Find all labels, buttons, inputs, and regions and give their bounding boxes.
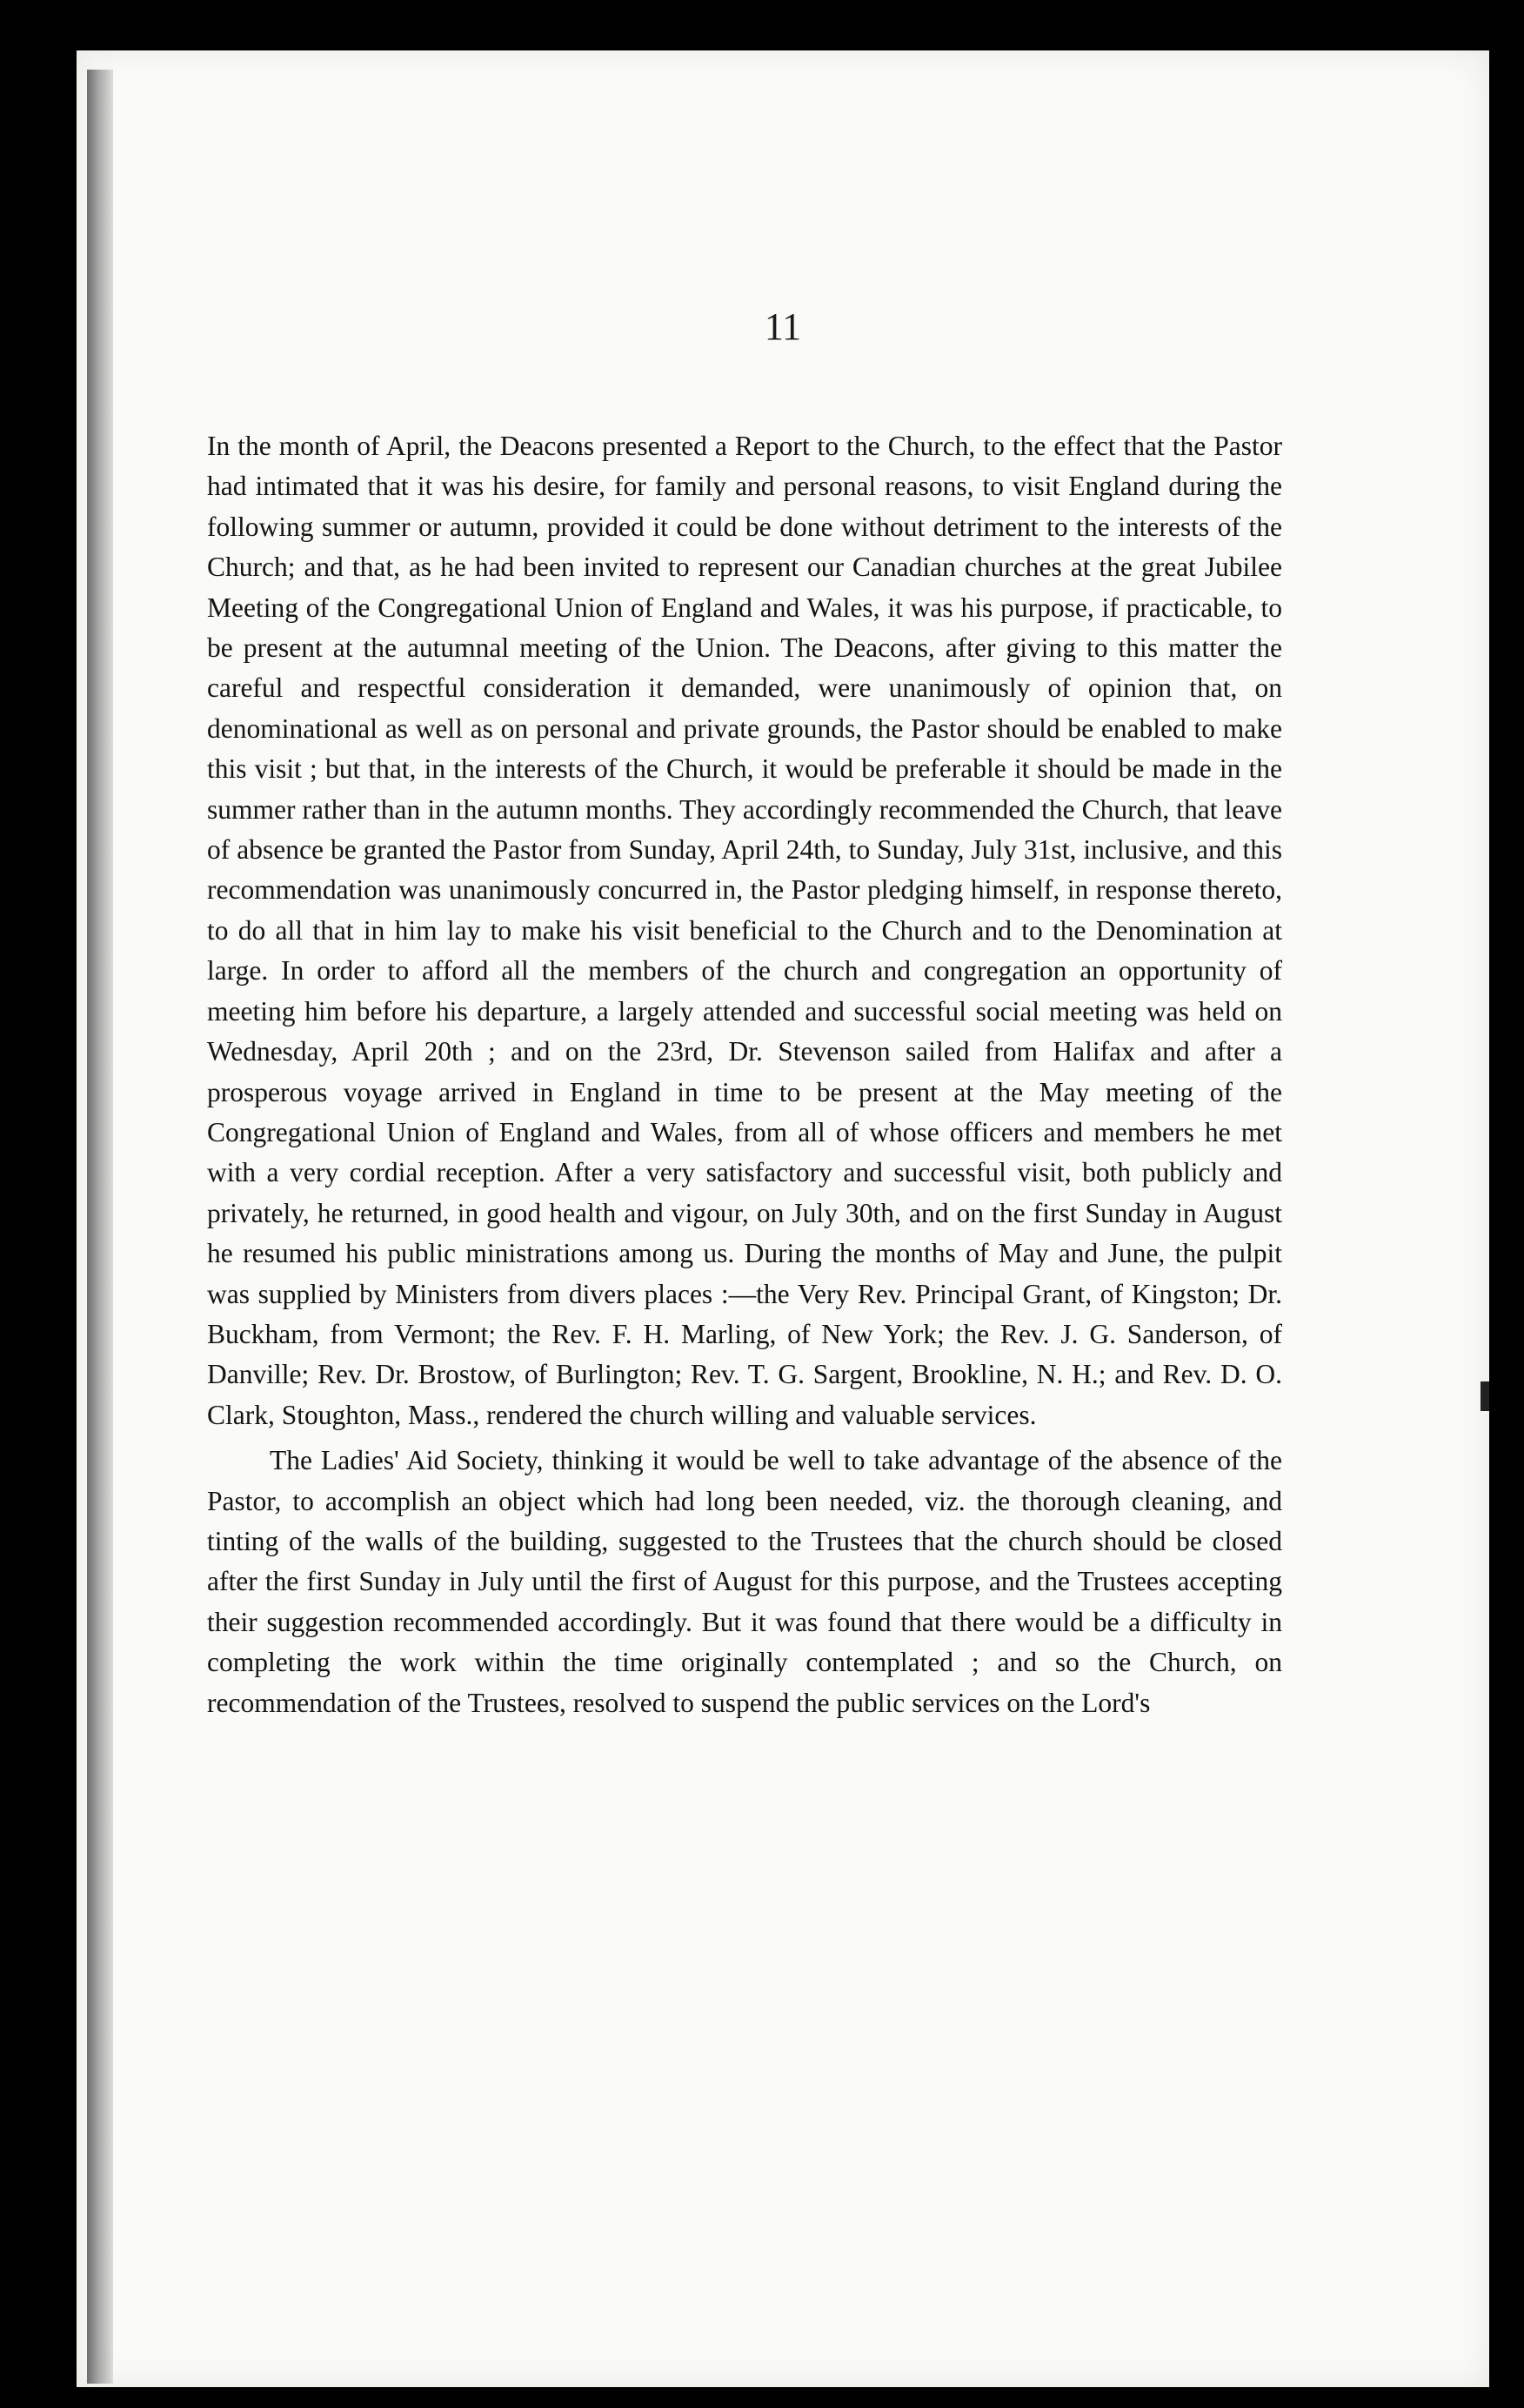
document-page: [77, 50, 1489, 2387]
paragraph-pastor-visit: In the month of April, the Deacons presented a Report to the Church, to the effect that the Pastor had intimated that it was his desire, for family and personal reasons, to visit England during the following summer or autumn, provided it could be done without detriment to the interests of the Church; and that, as he had been invited to represent our Canadian churches at the great Jubilee Meeting of the Congregational Union of England and Wales, it was his purpose, if practicable, to be present at the autumnal meeting of the Union. The Deacons, after giving to this matter the careful and respectful consideration it demanded, were unanimously of opinion that, on denominational as well as on personal and private grounds, the Pastor should be enabled to make this visit ; but that, in the interests of the Church, it would be preferable it should be made in the summer rather than in the autumn months. They accordingly recommended the Church, that leave of absence be granted the Pastor from Sunday, April 24th, to Sunday, July 31st, inclusive, and this recommendation was unanimously concurred in, the Pastor pledging himself, in response thereto, to do all that in him lay to make his visit beneficial to the Church and to the Denomination at large. In order to afford all the members of the church and congregation an opportunity of meeting him before his departure, a largely attended and successful social meeting was held on Wednesday, April 20th ; and on the 23rd, Dr. Stevenson sailed from Halifax and after a prosperous voyage arrived in England in time to be present at the May meeting of the Congregational Union of England and Wales, from all of whose officers and members he met with a very cordial reception. After a very satisfactory and successful visit, both publicly and privately, he returned, in good health and vigour, on July 30th, and on the first Sunday in August he resumed his public ministrations among us. During the months of May and June, the pulpit was supplied by Ministers from divers places :—the Very Rev. Principal Grant, of Kingston; Dr. Buckham, from Vermont; the Rev. F. H. Marling, of New York; the Rev. J. G. Sanderson, of Danville; Rev. Dr. Brostow, of Burlington; Rev. T. G. Sargent, Brookline, N. H.; and Rev. D. O. Clark, Stoughton, Mass., rendered the church willing and valuable services.: [207, 431, 1282, 1430]
paragraph-ladies-aid-society: The Ladies' Aid Society, thinking it would be well to take advantage of the absence of the Pastor, to accomplish an object which had long been needed, viz. the thorough cleaning, and tinting of the walls of the building, suggested to the Trustees that the church should be closed after the first Sunday in July until the first of August for this purpose, and the Trustees accepting their suggestion recommended accordingly. But it was found that there would be a difficulty in completing the work within the time originally contemplated ; and so the Church, on recommendation of the Trustees, resolved to suspend the public services on the Lord's: [207, 1445, 1282, 1718]
binding-shadow: [87, 70, 113, 2384]
margin-mark: [1481, 1381, 1489, 1411]
body-text: [207, 426, 1282, 1723]
page-number: 11: [764, 305, 802, 348]
